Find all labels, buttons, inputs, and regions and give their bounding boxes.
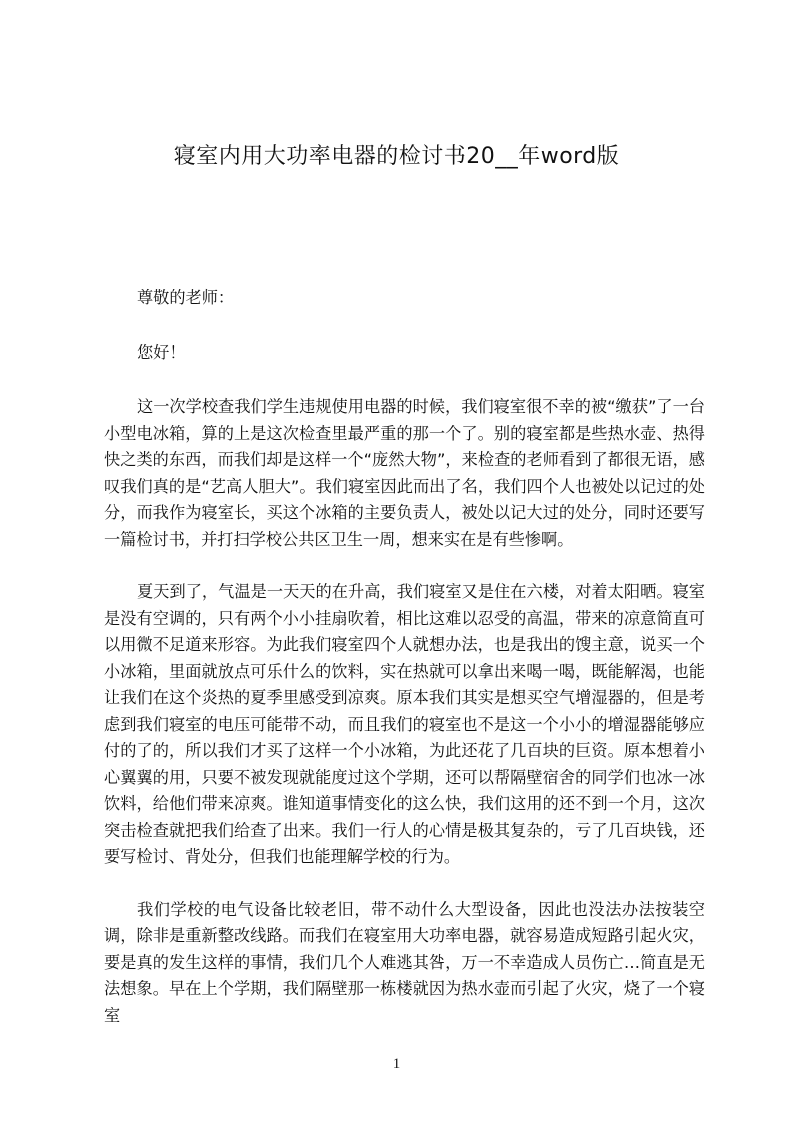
greeting: 您好！: [137, 342, 186, 362]
salutation: 尊敬的老师：: [137, 288, 235, 307]
page-number: 1: [392, 1056, 401, 1072]
paragraph-2: 夏天到了，气温是一天天的在升高，我们寝室又是住在六楼，对着太阳晒。寝室是没有空调的，只有两个小小挂扇吹着，相比这难以忍受的高温，带来的凉意简直可以用微不足道来形容。为此我们寝室四个人就想办法，也是我出的馊主意，说买一个小冰箱，里面就放点可乐什么的饮料，实在热就可以拿出来喝一喝，既能解渴，也能让我们在这个炎热的夏季里感受到凉爽。原本我们其实是想买空气增湿器的，但是考虑到我们寝室的电压可能带不动，而且我们的寝室也不是这一个小小的增湿器能够应付的了的，所以我们才买了这样一个小冰箱，为此还花了几百块的巨资。原本想着小心翼翼的用，只要不被发现就能度过这个学期，还可以帮隔壁宿舍的同学们也冰一冰饮料，给他们带来凉爽。谁知道事情变化的这么快，我们这用的还不到一个月，这次突击检查就把我们给查了出来。我们一行人的心情是极其复杂的，亏了几百块钱，还要写检讨、背处分，但我们也能理解学校的行为。: [104, 582, 705, 866]
paragraph-3: 我们学校的电气设备比较老旧，带不动什么大型设备，因此也没法办法按装空调，除非是重新整改线路。而我们在寝室用大功率电器，就容易造成短路引起火灾，要是真的发生这样的事情，我们几个人难逃其咎，万一不幸造成人员伤亡…简直是无法想象。早在上个学期，我们隔壁那一栋楼就因为热水壶而引起了火灾，烧了一个寝室: [104, 899, 705, 1025]
document-title: 寝室内用大功率电器的检讨书20__年word版: [173, 144, 620, 169]
document-body: [104, 285, 705, 1055]
paragraph-1: 这一次学校查我们学生违规使用电器的时候，我们寝室很不幸的被“缴获”了一台小型电冰箱，算的上是这次检查里最严重的那一个了。别的寝室都是些热水壶、热得快之类的东西，而我们却是这样一个“庞然大物”，来检查的老师看到了都很无语，感叹我们真的是“艺高人胆大”。我们寝室因此而出了名，我们四个人也被处以记过的处分，而我作为寝室长，买这个冰箱的主要负责人，被处以记大过的处分，同时还要写一篇检讨书，并打扫学校公共区卫生一周，想来实在是有些惨啊。: [104, 397, 705, 549]
